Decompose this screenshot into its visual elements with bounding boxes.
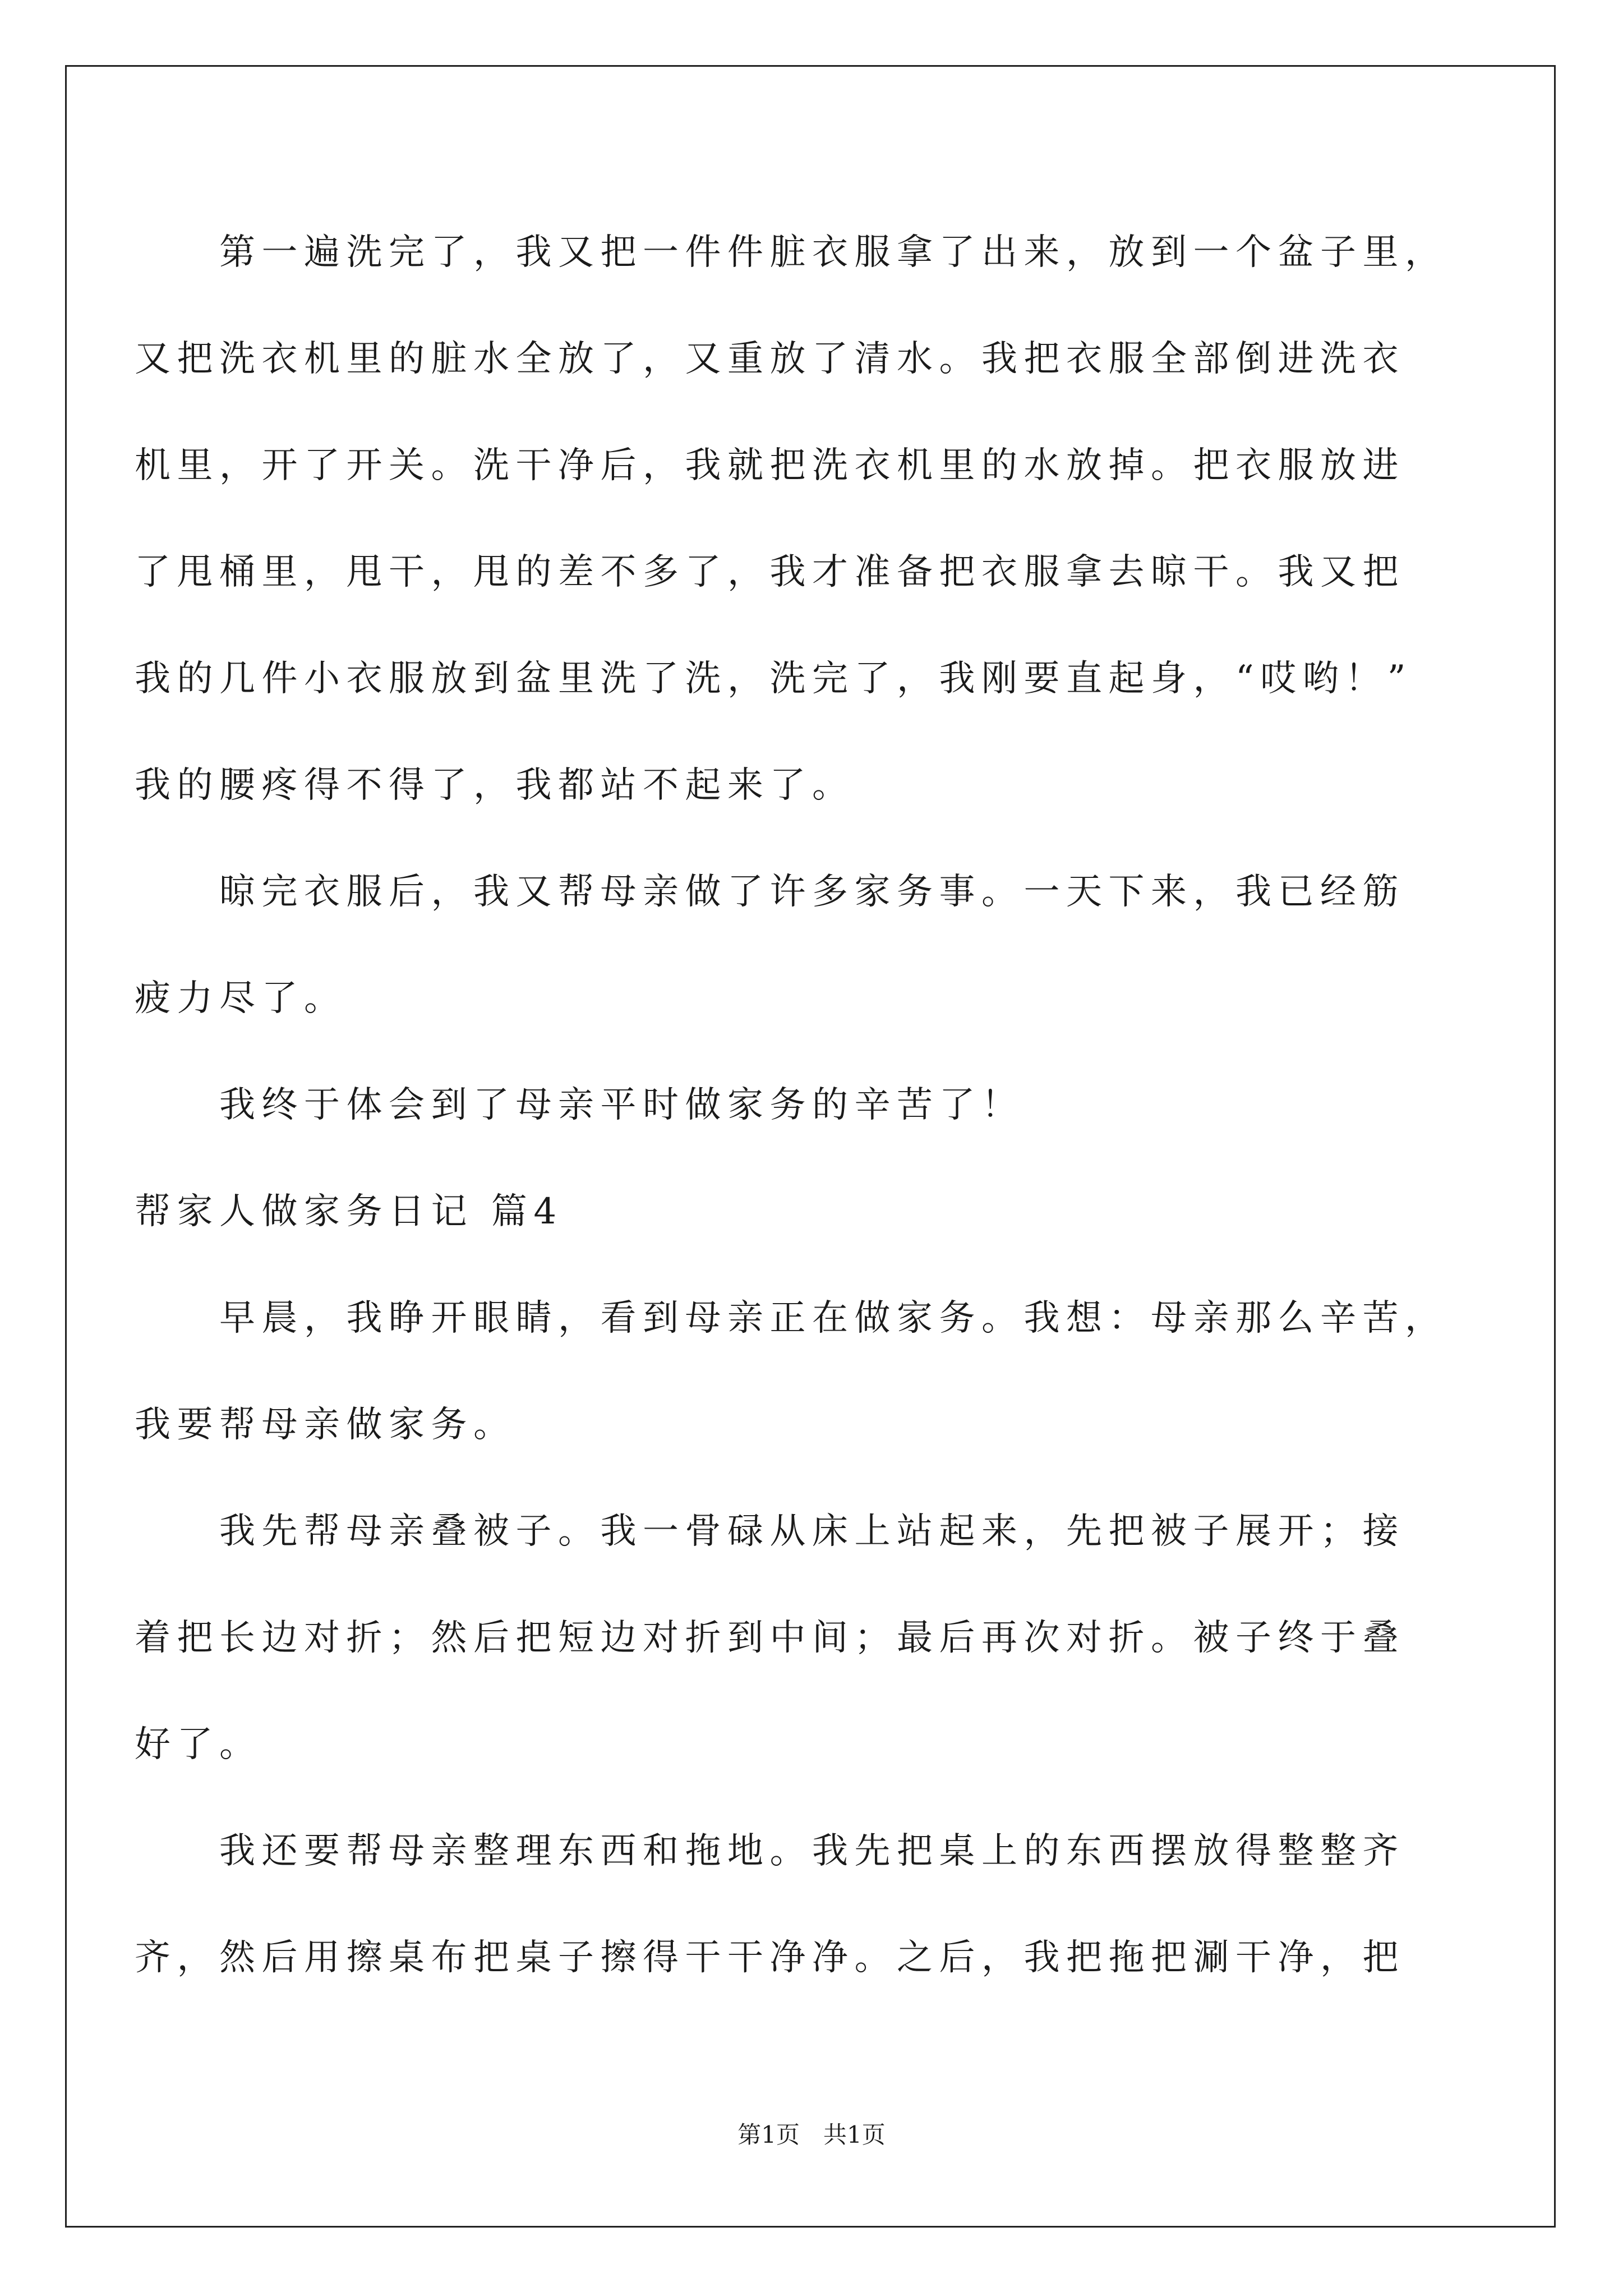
- text-line: 第一遍洗完了，我又把一件件脏衣服拿了出来，放到一个盆子里，: [135, 232, 1447, 273]
- text-line: 晾完衣服后，我又帮母亲做了许多家务事。一天下来，我已经筋: [135, 871, 1405, 913]
- text-line: 我还要帮母亲整理东西和拖地。我先把桌上的东西摆放得整整齐: [135, 1830, 1405, 1872]
- section-heading: 帮家人做家务日记 篇4: [135, 1191, 563, 1232]
- text-line: 机里，开了开关。洗干净后，我就把洗衣机里的水放掉。把衣服放进: [135, 445, 1405, 486]
- text-line: 齐，然后用擦桌布把桌子擦得干干净净。之后，我把拖把涮干净，把: [135, 1937, 1405, 1978]
- text-line: 又把洗衣机里的脏水全放了，又重放了清水。我把衣服全部倒进洗衣: [135, 338, 1405, 380]
- text-line: 我的腰疼得不得了，我都站不起来了。: [135, 765, 855, 806]
- text-line: 疲力尽了。: [135, 978, 347, 1019]
- text-line: 我要帮母亲做家务。: [135, 1404, 516, 1446]
- page-border: [65, 65, 1556, 2228]
- text-line: 我的几件小衣服放到盆里洗了洗，洗完了，我刚要直起身，“哎哟！”: [135, 658, 1412, 700]
- page-number: 第1页 共1页: [737, 2121, 886, 2148]
- text-line: 好了。: [135, 1724, 262, 1765]
- text-line: 了甩桶里，甩干，甩的差不多了，我才准备把衣服拿去晾干。我又把: [135, 551, 1405, 593]
- text-line: 我先帮母亲叠被子。我一骨碌从床上站起来，先把被子展开；接: [135, 1511, 1405, 1552]
- text-line: 着把长边对折；然后把短边对折到中间；最后再次对折。被子终于叠: [135, 1617, 1405, 1659]
- text-line: 我终于体会到了母亲平时做家务的辛苦了！: [135, 1084, 1024, 1126]
- text-line: 早晨，我睁开眼睛，看到母亲正在做家务。我想：母亲那么辛苦，: [135, 1297, 1447, 1339]
